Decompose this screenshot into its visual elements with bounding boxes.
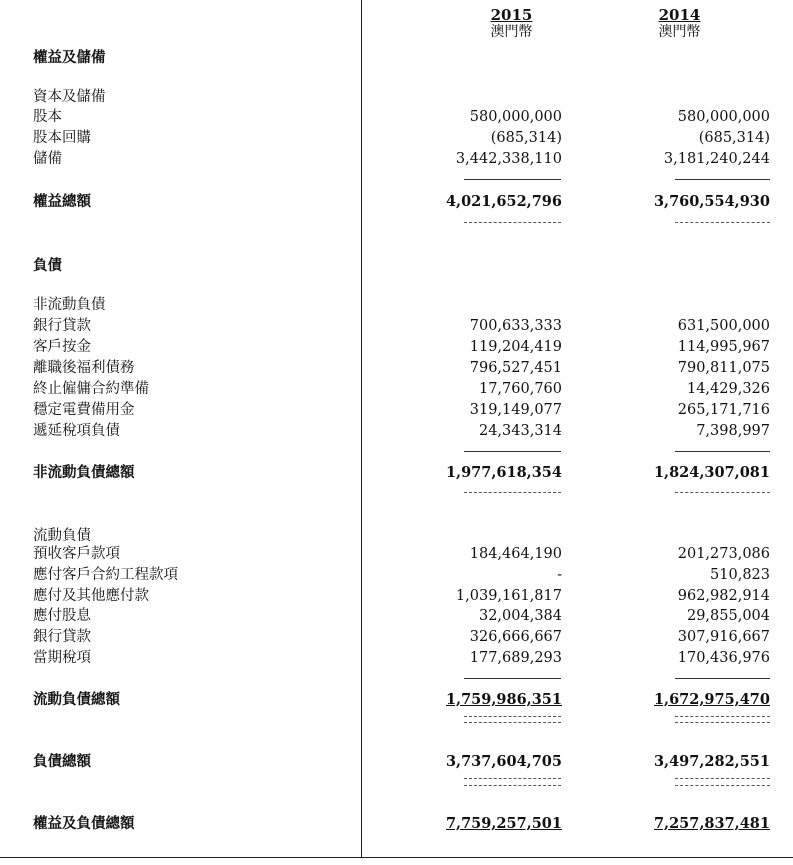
total-row: 權益總額 4,021,652,796 3,760,554,930	[33, 193, 770, 210]
bottom-border	[0, 857, 793, 858]
grand-total-row: 權益及負債總額 7,759,257,501 7,257,837,481	[33, 815, 770, 832]
year-2015: 2015	[490, 6, 533, 24]
table-row: 終止僱傭合約準備 17,760,760 14,429,326	[33, 381, 770, 397]
column-header-2015	[462, 7, 561, 41]
subtotal-rule	[464, 451, 561, 452]
subsection-heading: 資本及儲備	[33, 89, 106, 105]
subtotal-rule	[464, 179, 561, 180]
subtotal-rule	[675, 678, 770, 679]
total-rule	[464, 716, 561, 717]
total-rule	[675, 722, 770, 723]
table-row: 銀行貸款 700,633,333 631,500,000	[33, 318, 770, 334]
table-row: 穩定電費備用金 319,149,077 265,171,716	[33, 402, 770, 418]
table-row: 股本回購 (685,314) (685,314)	[33, 130, 770, 146]
total-rule	[464, 778, 561, 779]
total-row: 非流動負債總額 1,977,618,354 1,824,307,081	[33, 464, 770, 481]
subsection-heading: 流動負債	[33, 528, 91, 544]
currency-2015: 澳門幣	[490, 24, 533, 40]
currency-2014: 澳門幣	[658, 24, 701, 40]
table-row: 應付客戶合約工程款項 - 510,823	[33, 567, 770, 583]
total-row: 流動負債總額 1,759,986,351 1,672,975,470	[33, 691, 770, 708]
table-row: 儲備 3,442,338,110 3,181,240,244	[33, 151, 770, 167]
subtotal-rule	[675, 451, 770, 452]
table-row: 當期稅項 177,689,293 170,436,976	[33, 650, 770, 666]
total-rule	[675, 492, 770, 493]
year-2014: 2014	[658, 6, 701, 24]
total-rule	[675, 716, 770, 717]
table-row: 離職後福利債務 796,527,451 790,811,075	[33, 360, 770, 376]
total-rule	[675, 778, 770, 779]
table-row: 遞延稅項負債 24,343,314 7,398,997	[33, 423, 770, 439]
total-rule	[464, 492, 561, 493]
subsection-heading: 非流動負債	[33, 297, 106, 313]
total-rule	[675, 222, 770, 223]
column-header-2014	[630, 7, 729, 41]
total-rule	[464, 222, 561, 223]
table-row: 預收客戶款項 184,464,190 201,273,086	[33, 546, 770, 562]
total-rule	[675, 785, 770, 786]
subtotal-rule	[675, 179, 770, 180]
total-rule	[464, 722, 561, 723]
total-row: 負債總額 3,737,604,705 3,497,282,551	[33, 753, 770, 770]
table-row: 應付股息 32,004,384 29,855,004	[33, 608, 770, 624]
table-row: 客戶按金 119,204,419 114,995,967	[33, 339, 770, 355]
table-row: 銀行貸款 326,666,667 307,916,667	[33, 629, 770, 645]
table-row: 股本 580,000,000 580,000,000	[33, 109, 770, 125]
total-rule	[464, 785, 561, 786]
section-heading: 權益及儲備	[33, 49, 106, 66]
subtotal-rule	[464, 678, 561, 679]
table-row: 應付及其他應付款 1,039,161,817 962,982,914	[33, 588, 770, 604]
section-heading: 負債	[33, 257, 62, 274]
